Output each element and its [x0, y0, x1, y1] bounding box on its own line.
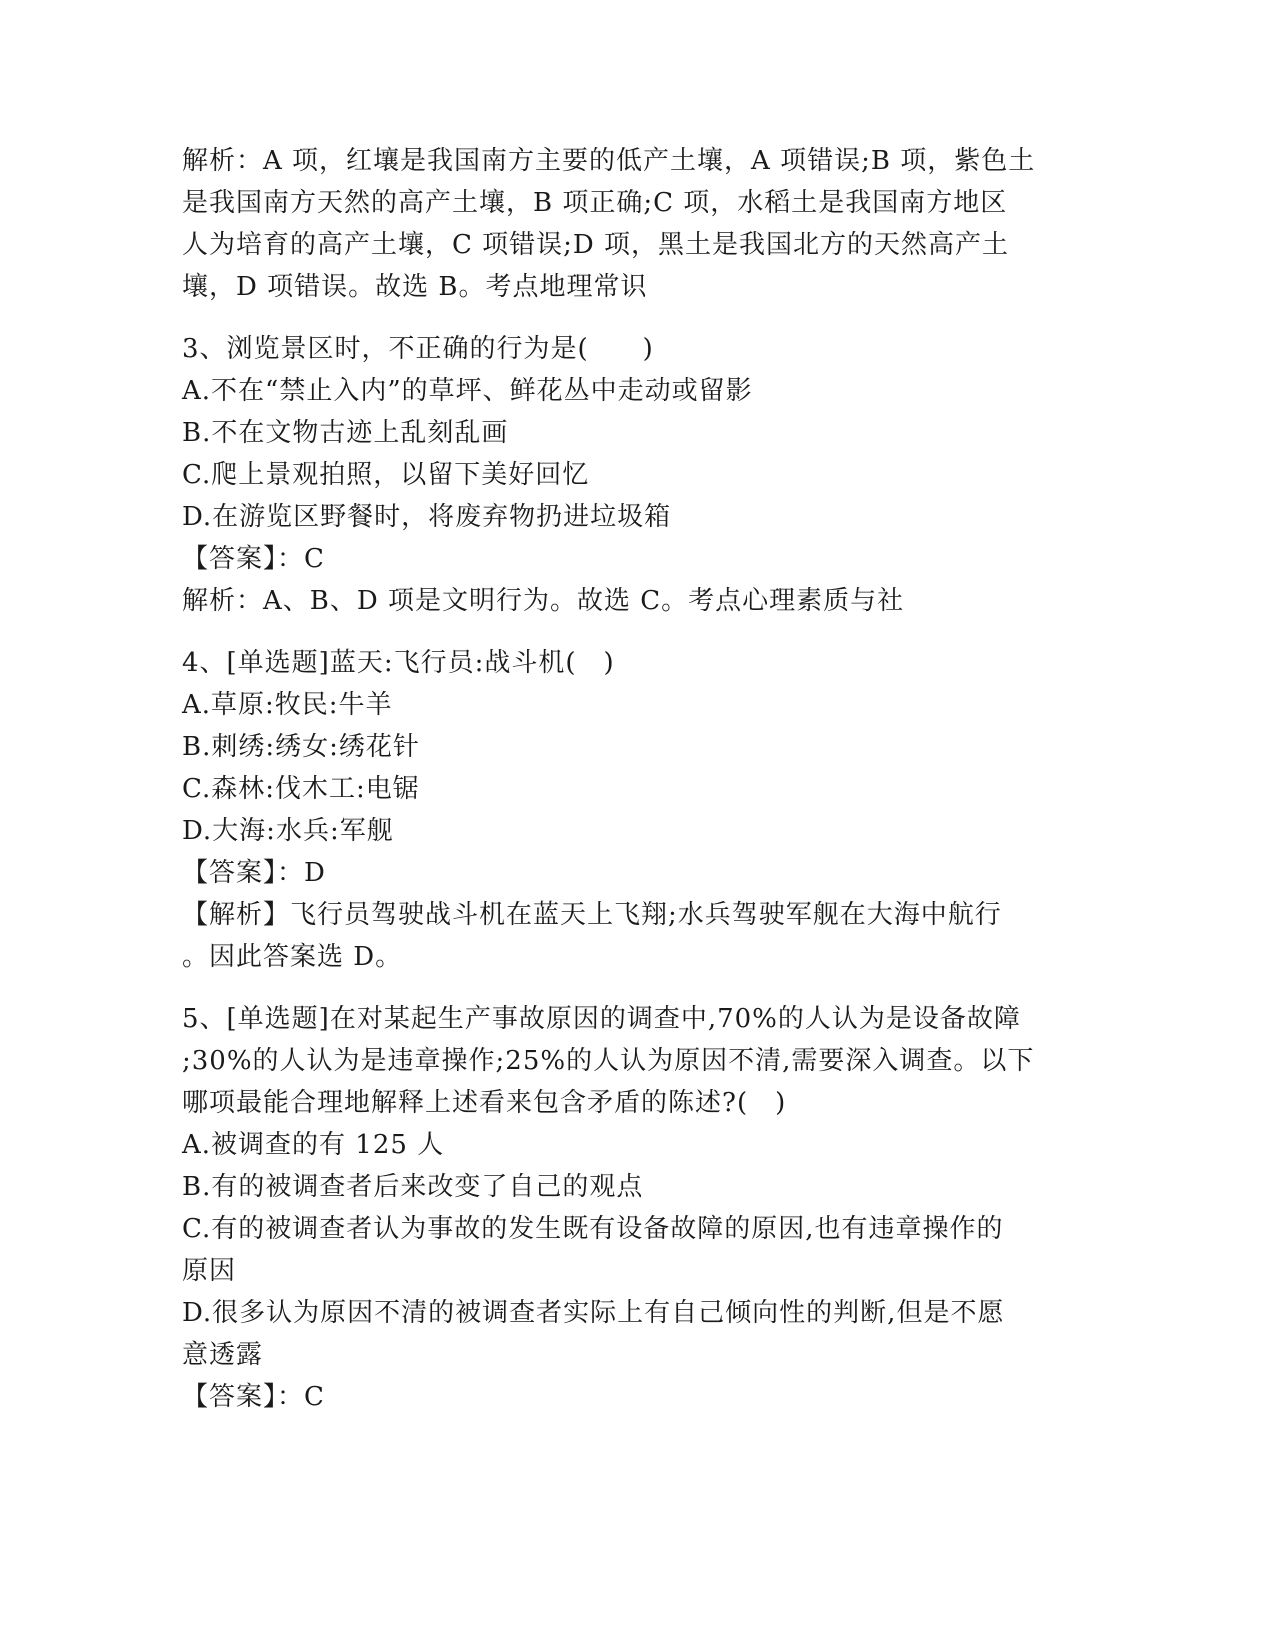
question-stem: 5、[单选题]在对某起生产事故原因的调查中,70%的人认为是设备故障 — [182, 1004, 1021, 1034]
question-stem: ;30%的人认为是违章操作;25%的人认为原因不清,需要深入调查。以下 — [182, 1046, 1035, 1076]
explanation-line: 壤，D 项错误。故选 B。考点地理常识 — [182, 272, 648, 302]
option-a: A.不在“禁止入内”的草坪、鲜花丛中走动或留影 — [182, 376, 753, 406]
answer-line: 【答案】：D — [182, 858, 326, 888]
question-5 — [182, 998, 1082, 1418]
option-a: A.被调查的有 125 人 — [182, 1130, 445, 1160]
option-b: B.不在文物古迹上乱刻乱画 — [182, 418, 509, 448]
option-a: A.草原:牧民:牛羊 — [182, 690, 393, 720]
question-stem: 4、[单选题]蓝天:飞行员:战斗机( ) — [182, 648, 615, 678]
option-b: B.刺绣:绣女:绣花针 — [182, 732, 420, 762]
explanation-line: 是我国南方天然的高产土壤，B 项正确;C 项，水稻土是我国南方地区 — [182, 188, 1008, 218]
explanation-block-q2 — [182, 140, 1082, 308]
question-stem: 哪项最能合理地解释上述看来包含矛盾的陈述?( ) — [182, 1088, 787, 1118]
explanation-line: 解析：A、B、D 项是文明行为。故选 C。考点心理素质与社 — [182, 586, 905, 616]
spacer — [182, 622, 1082, 642]
question-stem: 3、浏览景区时，不正确的行为是( ) — [182, 334, 654, 364]
option-c: C.爬上景观拍照，以留下美好回忆 — [182, 460, 590, 490]
option-d: D.很多认为原因不清的被调查者实际上有自己倾向性的判断,但是不愿 — [182, 1298, 1005, 1328]
option-c: C.森林:伐木工:电锯 — [182, 774, 420, 804]
option-d: D.大海:水兵:军舰 — [182, 816, 394, 846]
option-d: D.在游览区野餐时，将废弃物扔进垃圾箱 — [182, 502, 672, 532]
option-c-continued: 原因 — [182, 1256, 237, 1286]
explanation-line: 解析：A 项，红壤是我国南方主要的低产土壤，A 项错误;B 项，紫色土 — [182, 146, 1036, 176]
option-d-continued: 意透露 — [182, 1340, 264, 1370]
answer-line: 【答案】：C — [182, 1382, 325, 1412]
explanation-line: 。因此答案选 D。 — [182, 942, 403, 972]
spacer — [182, 978, 1082, 998]
document-page — [182, 140, 1082, 1418]
explanation-line: 人为培育的高产土壤，C 项错误;D 项，黑土是我国北方的天然高产土 — [182, 230, 1010, 260]
option-c: C.有的被调查者认为事故的发生既有设备故障的原因,也有违章操作的 — [182, 1214, 1004, 1244]
spacer — [182, 308, 1082, 328]
question-3 — [182, 328, 1082, 622]
question-4 — [182, 642, 1082, 978]
answer-line: 【答案】：C — [182, 544, 325, 574]
explanation-line: 【解析】飞行员驾驶战斗机在蓝天上飞翔;水兵驾驶军舰在大海中航行 — [182, 900, 1002, 930]
option-b: B.有的被调查者后来改变了自己的观点 — [182, 1172, 644, 1202]
